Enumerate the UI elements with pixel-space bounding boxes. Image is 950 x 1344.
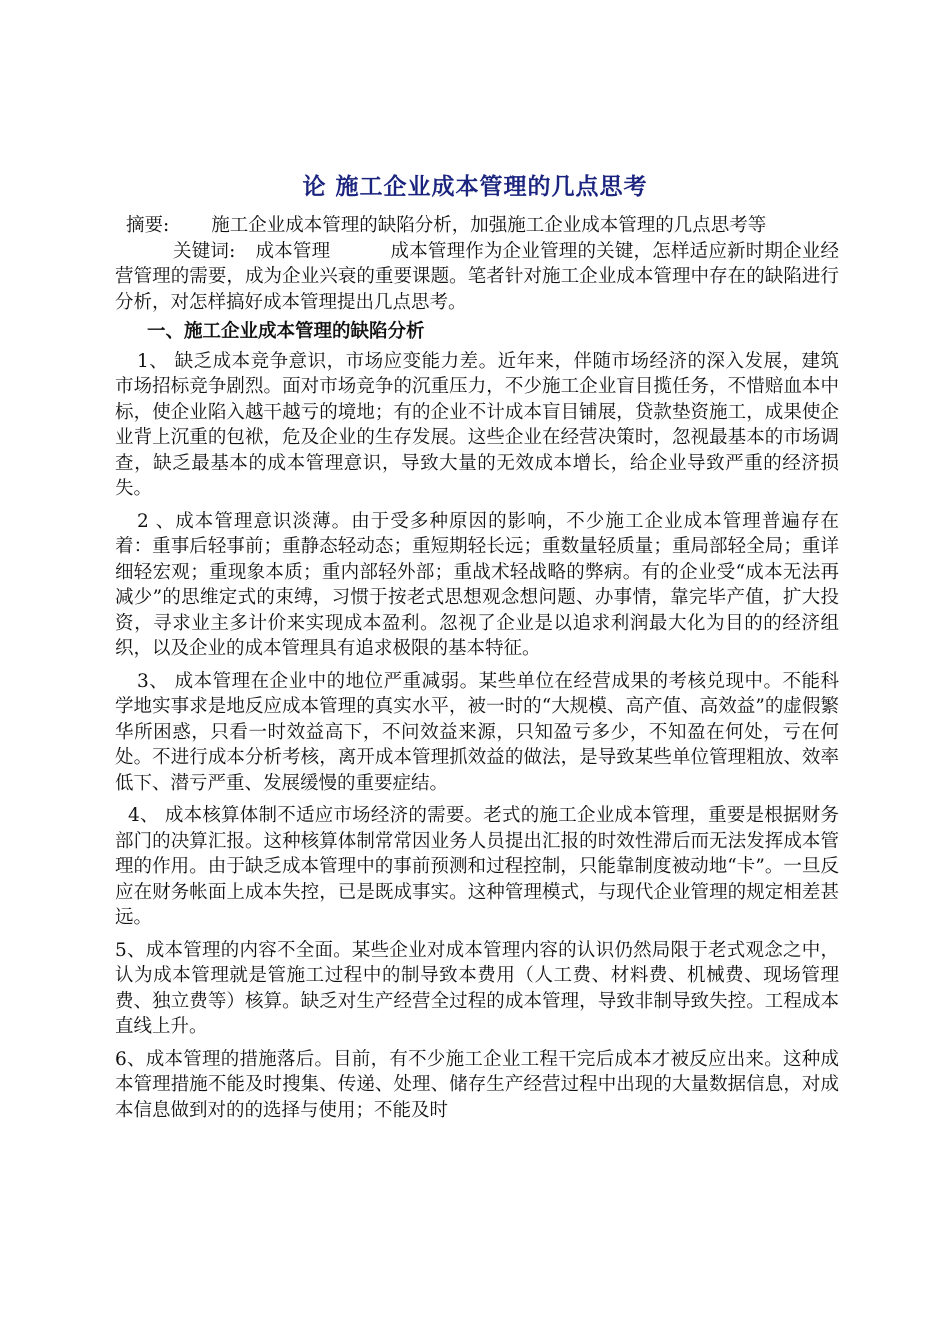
keywords-paragraph bbox=[115, 239, 839, 316]
document-body bbox=[115, 213, 839, 1123]
abstract-text: 施工企业成本管理的缺陷分析，加强施工企业成本管理的几点思考等 bbox=[211, 215, 767, 236]
list-item: 2 、成本管理意识淡薄。由于受多种原因的影响，不少施工企业成本管理普遍存在着：重事后轻事前；重静态轻动态；重短期轻长远；重数量轻质量；重局部轻全局；重详细轻宏观；重现象本质；重内部轻外部；重战术轻战略的弊病。有的企业受“成本无法再减少”的思维定式的束缚，习惯于按老式思想观念想问题、办事情，靠完毕产值，扩大投资，寻求业主多计价来实现成本盈利。忽视了企业是以追求利润最大化为目的的经济组织，以及企业的成本管理具有追求极限的基本特征。 bbox=[115, 510, 839, 659]
keywords-label: 关键词: bbox=[173, 240, 236, 262]
list-item: 3、 成本管理在企业中的地位严重减弱。某些单位在经营成果的考核兑现中。不能科学地实事求是地反应成本管理的真实水平，被一时的“大规模、高产值、高效益”的虚假繁华所困惑，只看一时效益高下，不问效益来源，只知盈亏多少，不知盈在何处，亏在何处。不进行成本分析考核，离开成本管理抓效益的做法，是导致某些单位管理粗放、效率低下、潜亏严重、发展缓慢的重要症结。 bbox=[115, 670, 839, 794]
section-heading: 一、施工企业成本管理的缺陷分析 bbox=[147, 321, 425, 342]
list-item: 1、 缺乏成本竞争意识，市场应变能力差。近年来，伴随市场经济的深入发展，建筑市场招标竞争剧烈。面对市场竞争的沉重压力，不少施工企业盲目揽任务，不惜赔血本中标，使企业陷入越干越亏的境地；有的企业不计成本盲目铺展，贷款垫资施工，成果使企业背上沉重的包袱，危及企业的生存发展。这些企业在经营决策时，忽视最基本的市场调查，缺乏最基本的成本管理意识，导致大量的无效成本增长，给企业导致严重的经济损失。 bbox=[115, 350, 839, 499]
list-item: 6、成本管理的措施落后。目前，有不少施工企业工程干完后成本才被反应出来。这种成本管理措施不能及时搜集、传递、处理、储存生产经营过程中出现的大量数据信息，对成本信息做到对的的选择与使用；不能及时 bbox=[115, 1048, 839, 1121]
document-title: 论 施工企业成本管理的几点思考 bbox=[302, 174, 648, 200]
list-item: 4、 成本核算体制不适应市场经济的需要。老式的施工企业成本管理，重要是根据财务部门的决算汇报。这种核算体制常常因业务人员提出汇报的时效性滞后而无法发挥成本管理的作用。由于缺乏成本管理中的事前预测和过程控制，只能靠制度被动地“卡”。一旦反应在财务帐面上成本失控，已是既成事实。这种管理模式，与现代企业管理的规定相差甚远。 bbox=[115, 805, 839, 928]
keywords-term: 成本管理 bbox=[255, 240, 331, 262]
abstract-label: 摘要: bbox=[126, 215, 170, 236]
abstract-paragraph bbox=[115, 213, 839, 239]
list-item: 5、成本管理的内容不全面。某些企业对成本管理内容的认识仍然局限于老式观念之中，认为成本管理就是管施工过程中的制导致本费用（人工费、材料费、机械费、现场管理费、独立费等）核算。缺乏对生产经营全过程的成本管理，导致非制导致失控。工程成本直线上升。 bbox=[115, 939, 839, 1037]
keywords-text: 成本管理作为企业管理的关键，怎样适应新时期企业经营管理的需要，成为企业兴衰的重要课题。笔者针对施工企业成本管理中存在的缺陷进行分析，对怎样搞好成本管理提出几点思考。 bbox=[115, 240, 839, 313]
